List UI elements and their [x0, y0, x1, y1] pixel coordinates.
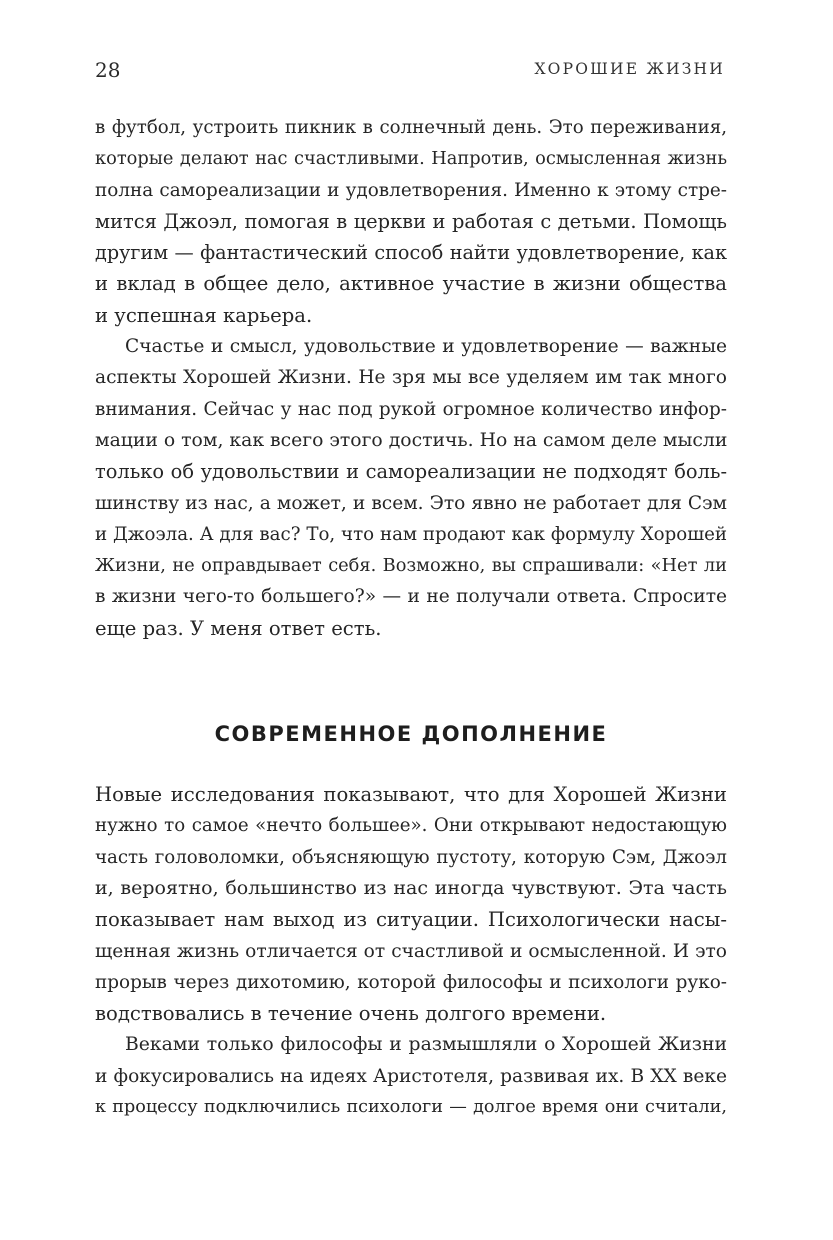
text-line: внимания. Сейчас у нас под рукой огромное количество инфор-: [95, 398, 727, 420]
text-line: и Джоэла. А для вас? То, что нам продают как формулу Хорошей: [95, 523, 727, 545]
text-line: в футбол, устроить пикник в солнечный день. Это переживания,: [95, 117, 727, 138]
text-line: мации о том, как всего этого достичь. Но на самом деле мысли: [95, 429, 728, 451]
page-header: [95, 58, 725, 88]
text-line: полна самореализации и удовлетворения. Именно к этому стре-: [95, 179, 727, 201]
text-line: другим — фантастический способ найти удовлетворение, как: [95, 241, 727, 265]
text-line: Счастье и смысл, удовольствие и удовлетворение — важные: [125, 336, 727, 358]
text-line: и вклад в общее дело, активное участие в жизни общества: [95, 272, 727, 296]
text-line: шинству из нас, а может, и всем. Это явно не работает для Сэм: [95, 492, 727, 514]
text-line: только об удовольствии и самореализации не подходят боль-: [95, 460, 727, 484]
text-line: мится Джоэл, помогая в церкви и работая с детьми. Помощь: [95, 209, 727, 233]
text-line: водствовались в течение очень долгого времени.: [95, 1002, 607, 1026]
text-line: щенная жизнь отличается от счастливой и осмысленной. И это: [95, 940, 727, 962]
paragraph-4: [95, 1029, 727, 1123]
text-line: в жизни чего-то большего?» — и не получали ответа. Спросите: [95, 586, 727, 608]
paragraph-1: [95, 112, 727, 331]
text-line: которые делают нас счастливыми. Напротив, осмысленная жизнь: [95, 148, 727, 170]
section-spacer: [95, 754, 727, 779]
page-number: 28: [95, 58, 121, 82]
text-line: аспекты Хорошей Жизни. Не зря мы все уделяем им так много: [95, 367, 727, 389]
text-line: показывает нам выход из ситуации. Психологически насы-: [95, 908, 727, 932]
text-line: Новые исследования показывают, что для Хорошей Жизни: [95, 783, 727, 807]
text-line: часть головоломки, объясняющую пустоту, которую Сэм, Джоэл: [95, 846, 727, 868]
text-line: Жизни, не оправдывает себя. Возможно, вы спрашивали: «Нет ли: [95, 555, 727, 577]
text-line: еще раз. У меня ответ есть.: [95, 616, 382, 640]
paragraph-3: [95, 779, 727, 1029]
section-spacer: [95, 644, 727, 714]
paragraph-2: [95, 331, 727, 644]
text-line: и успешная карьера.: [95, 303, 313, 327]
text-line: нужно то самое «нечто большее». Они открывают недостающую: [95, 815, 727, 837]
page-body: [95, 112, 727, 1123]
text-line: к процессу подключились психологи — долгое время они считали,: [95, 1097, 727, 1118]
running-title: ХОРОШИЕ ЖИЗНИ: [534, 60, 725, 78]
text-line: Веками только философы и размышляли о Хорошей Жизни: [125, 1034, 727, 1056]
text-line: прорыв через дихотомию, которой философы и психологи руко-: [95, 971, 727, 993]
text-line: и фокусировались на идеях Аристотеля, развивая их. В XX веке: [95, 1065, 727, 1087]
section-heading: СОВРЕМЕННОЕ ДОПОЛНЕНИЕ: [214, 722, 608, 747]
text-line: и, вероятно, большинство из нас иногда чувствуют. Эта часть: [95, 876, 727, 899]
